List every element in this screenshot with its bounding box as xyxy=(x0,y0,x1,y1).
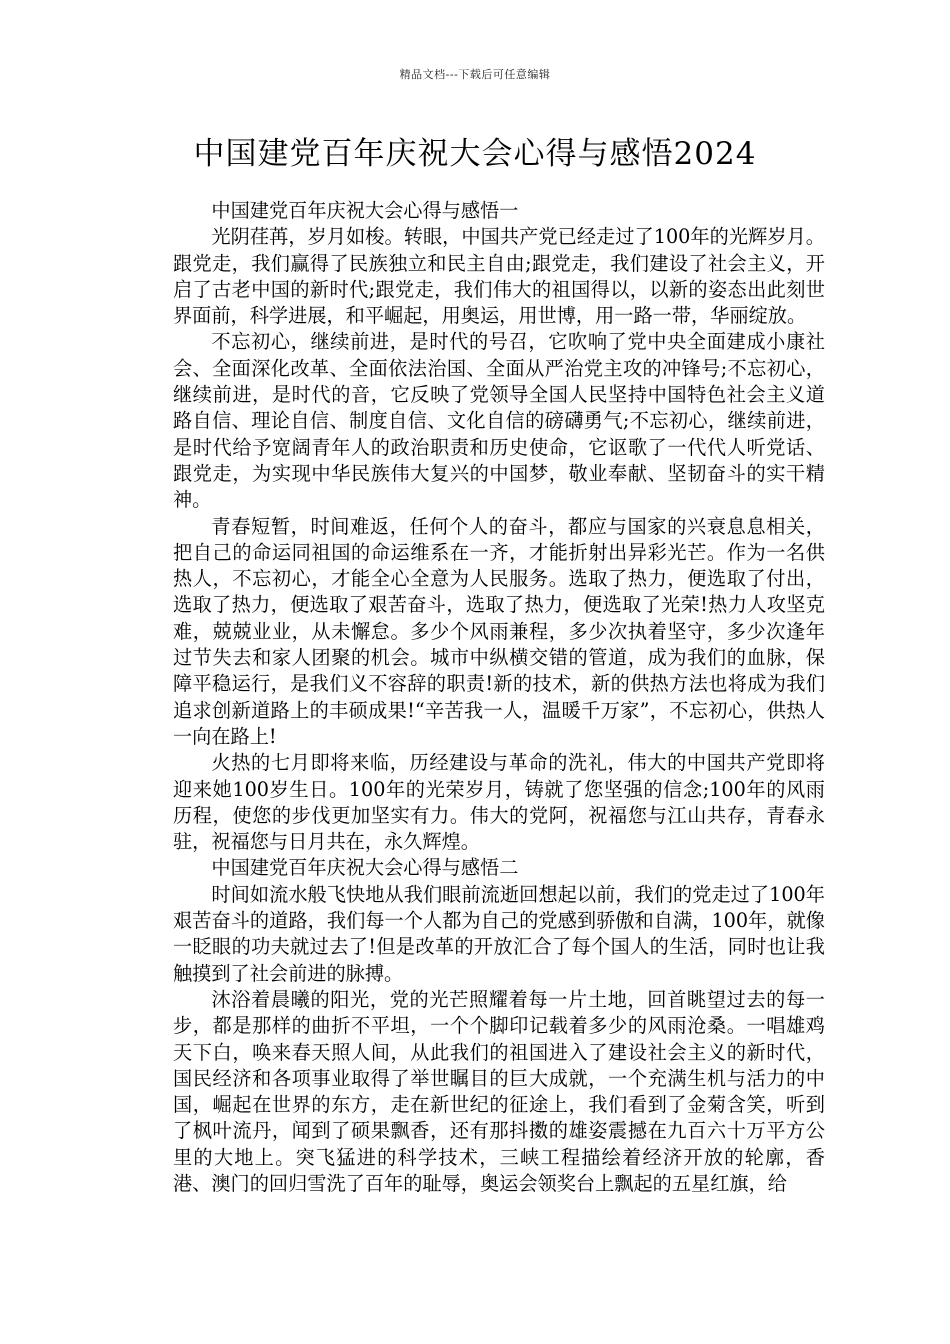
paragraph: 沐浴着晨曦的阳光，党的光芒照耀着每一片土地，回首眺望过去的每一步，都是那样的曲折不平坦，一个个脚印记载着多少的风雨沧桑。一唱雄鸡天下白，唤来春天照人间，从此我们的祖国进入了建设社会主义的新时代，国民经济和各项事业取得了举世瞩目的巨大成就，一个充满生机与活力的中国，崛起在世界的东方，走在新世纪的征途上，我们看到了金菊含笑，听到了枫叶流丹，闻到了硕果飘香，还有那抖擞的雄姿震撼在九百六十万平方公里的大地上。突飞猛进的科学技术，三峡工程描绘着经济开放的轮廓，香港、澳门的回归雪洗了百年的耻辱，奥运会领奖台上飘起的五星红旗，给 xyxy=(173,987,825,1195)
document-title: 中国建党百年庆祝大会心得与感悟2024 xyxy=(193,136,757,172)
paragraph: 时间如流水般飞快地从我们眼前流逝回想起以前，我们的党走过了100年艰苦奋斗的道路，我们每一个人都为自己的党感到骄傲和自满，100年，就像一眨眼的功夫就过去了!但是改革的开放汇合了每个国人的生活，同时也让我触摸到了社会前进的脉搏。 xyxy=(173,882,825,985)
document-body xyxy=(173,198,825,1197)
section-heading-1: 中国建党百年庆祝大会心得与感悟一 xyxy=(211,199,519,222)
section-heading-2: 中国建党百年庆祝大会心得与感悟二 xyxy=(211,856,519,880)
paragraph: 不忘初心，继续前进，是时代的号召，它吹响了党中央全面建成小康社会、全面深化改革、全面依法治国、全面从严治党主攻的冲锋号;不忘初心，继续前进，是时代的音，它反映了党领导全国人民坚持中国特色社会主义道路自信、理论自信、制度自信、文化自信的磅礴勇气;不忘初心，继续前进，是时代给予宽阔青年人的政治职责和历史使命，它讴歌了一代代人听党话、跟党走，为实现中华民族伟大复兴的中国梦，敬业奉献、坚韧奋斗的实干精神。 xyxy=(173,330,825,512)
paragraph: 光阴荏苒，岁月如梭。转眼，中国共产党已经走过了100年的光辉岁月。跟党走，我们赢得了民族独立和民主自由;跟党走，我们建设了社会主义，开启了古老中国的新时代;跟党走，我们伟大的祖国得以，以新的姿态出此刻世界面前，科学进展，和平崛起，用奥运，用世博，用一路一带，华丽绽放。 xyxy=(173,225,825,328)
paragraph: 火热的七月即将来临，历经建设与革命的洗礼，伟大的中国共产党即将迎来她100岁生日。100年的光荣岁月，铸就了您坚强的信念;100年的风雨历程，使您的步伐更加坚实有力。伟大的党阿，祝福您与江山共存，青春永驻，祝福您与日月共在，永久辉煌。 xyxy=(173,751,825,854)
paragraph: 青春短暂，时间难返，任何个人的奋斗，都应与国家的兴衰息息相关，把自己的命运同祖国的命运维系在一齐，才能折射出异彩光芒。作为一名供热人，不忘初心，才能全心全意为人民服务。选取了热力，便选取了付出，选取了热力，便选取了艰苦奋斗，选取了热力，便选取了光荣!热力人攻坚克难，兢兢业业，从未懈怠。多少个风雨兼程，多少次执着坚守，多少次逢年过节失去和家人团聚的机会。城市中纵横交错的管道，成为我们的血脉，保障平稳运行，是我们义不容辞的职责!新的技术，新的供热方法也将成为我们追求创新道路上的丰硕成果!“辛苦我一人，温暖千万家”，不忘初心，供热人一向在路上! xyxy=(173,514,825,748)
header-note: 精品文档---下载后可任意编辑 xyxy=(399,68,551,81)
